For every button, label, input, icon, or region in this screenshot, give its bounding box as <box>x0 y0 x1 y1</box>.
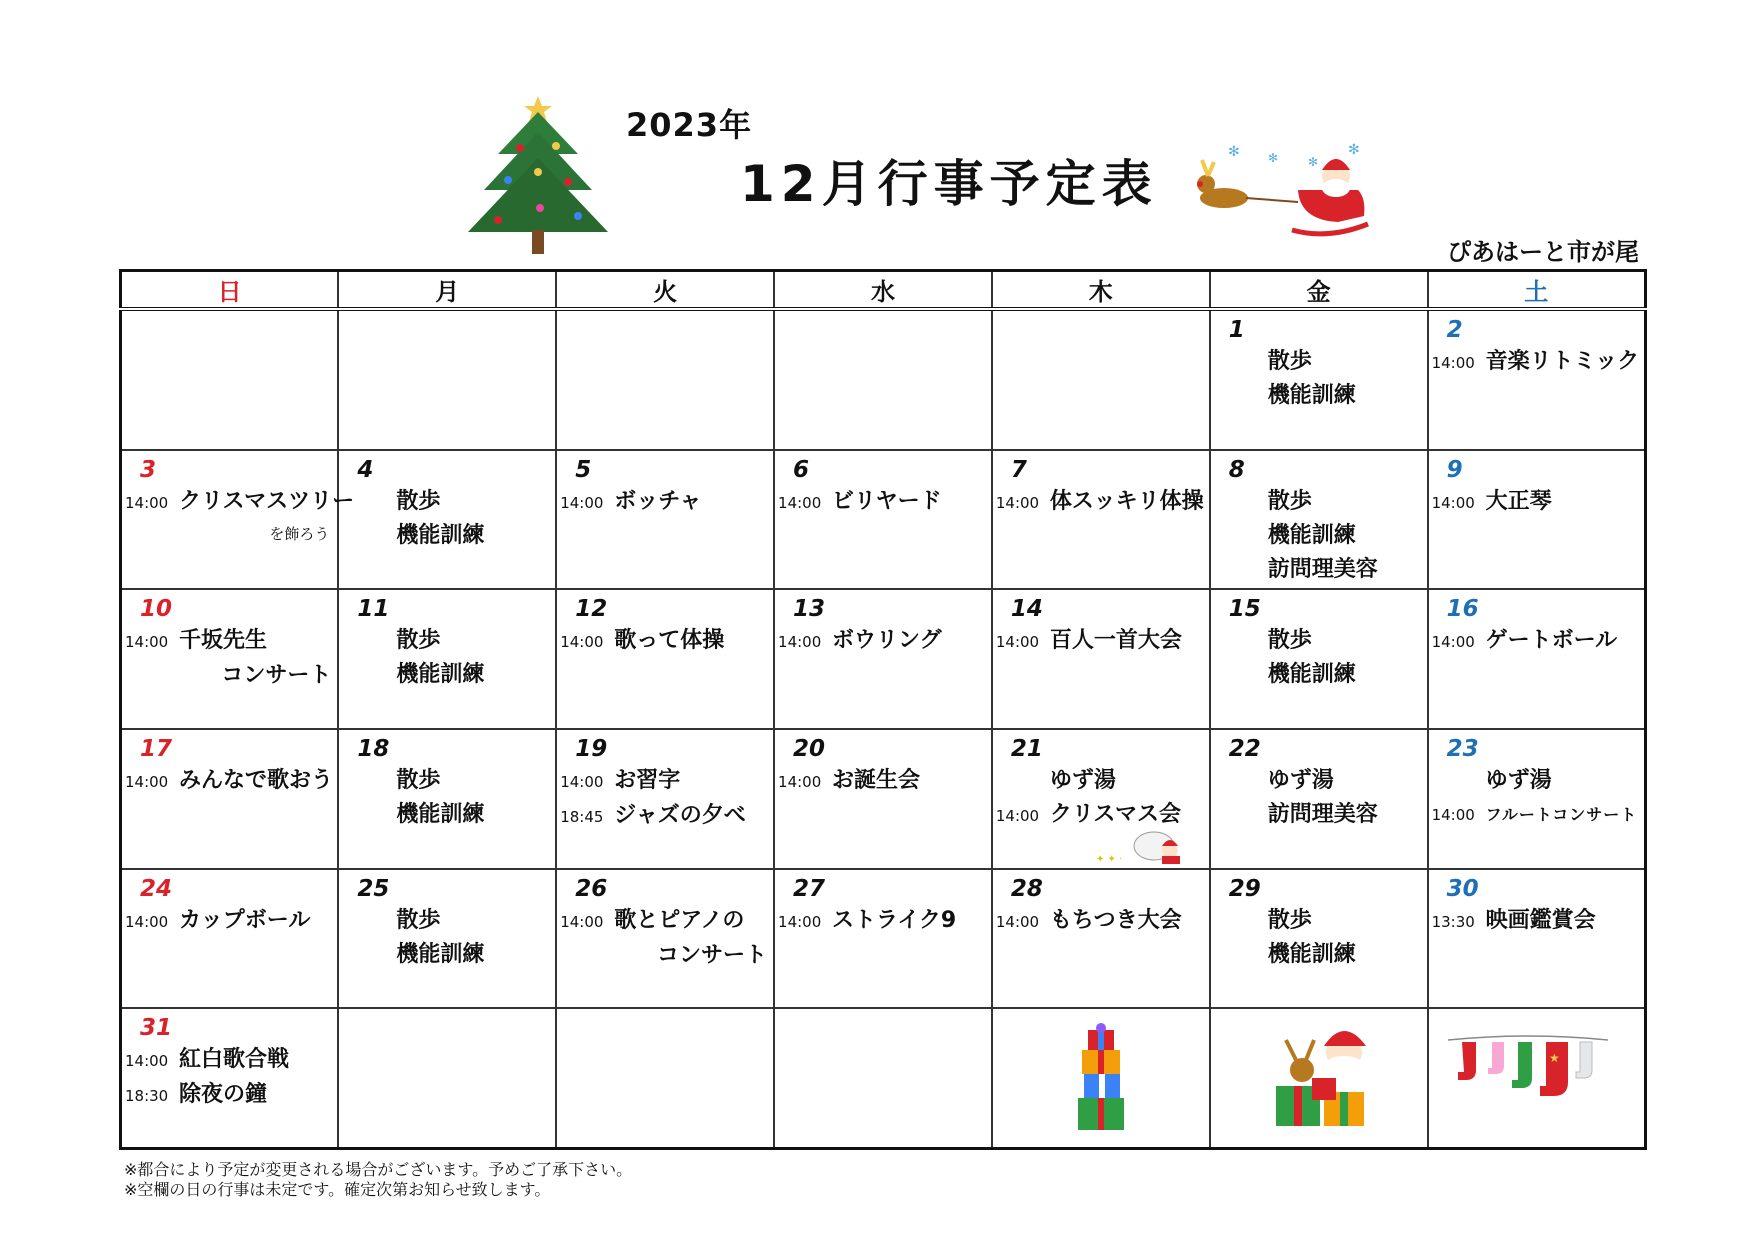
day-number: 7 <box>1010 456 1027 483</box>
day-cell <box>121 1008 339 1148</box>
event-time: 14:00 <box>1431 805 1475 824</box>
event-row <box>1429 345 1644 380</box>
event-row <box>122 764 337 799</box>
weekday-header: 金 <box>1210 271 1428 310</box>
event-row <box>339 764 555 798</box>
event-row <box>775 764 991 799</box>
event-row <box>122 904 337 939</box>
weekday-header: 火 <box>556 271 774 310</box>
day-cell <box>338 589 556 729</box>
event-time: 13:30 <box>1431 912 1475 931</box>
event-row <box>993 904 1209 939</box>
weekday-header: 水 <box>774 271 992 310</box>
day-number: 20 <box>793 735 826 762</box>
event-row <box>1211 624 1427 658</box>
week-row <box>121 589 1646 729</box>
event-time: 14:00 <box>778 493 822 512</box>
event-name: ボッチャ <box>614 488 702 514</box>
weekday-header: 木 <box>992 271 1210 310</box>
day-cell <box>774 869 992 1009</box>
day-cell <box>1428 450 1646 590</box>
event-row <box>557 904 773 939</box>
day-cell <box>121 869 339 1009</box>
event-time: 14:00 <box>560 633 604 652</box>
event-row <box>1211 938 1427 972</box>
day-number: 5 <box>575 456 592 483</box>
event-name: フルートコンサート <box>1485 804 1638 824</box>
christmas-tree-icon <box>458 92 618 256</box>
event-row <box>557 485 773 520</box>
day-cell <box>556 869 774 1009</box>
event-time: 14:00 <box>1431 633 1475 652</box>
day-cell <box>1428 589 1646 729</box>
day-number: 19 <box>575 735 608 762</box>
event-time: 14:00 <box>995 912 1040 931</box>
day-number: 26 <box>575 875 608 902</box>
day-cell <box>1210 729 1428 869</box>
event-row <box>775 485 991 520</box>
empty-day-cell <box>556 309 774 450</box>
event-name: 散歩 <box>1267 628 1312 654</box>
event-time: 14:00 <box>1431 354 1475 372</box>
event-time: 14:00 <box>778 772 822 791</box>
day-number: 21 <box>1010 735 1043 762</box>
santa-reindeer-gifts-icon <box>1272 1022 1376 1132</box>
event-name: ビリヤード <box>832 488 942 514</box>
empty-day-cell <box>338 309 556 450</box>
event-name: 歌って体操 <box>614 628 725 654</box>
event-name: 散歩 <box>1267 349 1312 374</box>
event-time: 14:00 <box>125 912 169 931</box>
event-row <box>775 904 991 939</box>
event-row <box>339 904 555 938</box>
event-row <box>122 1078 337 1113</box>
event-row <box>339 485 555 519</box>
day-number: 23 <box>1446 735 1479 762</box>
svg-text:✦ ✦ ·: ✦ ✦ · <box>1096 854 1123 865</box>
week-row <box>121 450 1646 590</box>
event-name: 機能訓練 <box>1267 941 1356 967</box>
day-cell <box>121 729 339 869</box>
event-row <box>1429 764 1644 798</box>
day-cell <box>992 450 1210 590</box>
weekday-header: 土 <box>1428 271 1646 310</box>
event-name: クリスマスツリー <box>179 488 355 514</box>
event-time: 14:00 <box>125 772 169 791</box>
event-name-continued: コンサート <box>657 942 768 968</box>
event-row <box>339 798 555 832</box>
empty-day-cell <box>556 1008 774 1148</box>
event-row <box>1429 485 1644 520</box>
santa-sleigh-icon <box>1188 140 1378 244</box>
day-number: 14 <box>1010 596 1043 623</box>
year-label: 2023年 <box>626 106 753 144</box>
day-cell <box>1210 589 1428 729</box>
gift-stack-icon <box>1074 1022 1128 1132</box>
stockings-icon <box>1448 1034 1608 1104</box>
event-name: ボウリング <box>832 628 942 654</box>
svg-text:★: ★ <box>1549 1051 1560 1065</box>
day-number: 29 <box>1228 875 1261 902</box>
event-name: 散歩 <box>396 488 441 514</box>
event-name: クリスマス会 <box>1049 801 1181 827</box>
event-name: 機能訓練 <box>396 662 485 688</box>
svg-text:✻: ✻ <box>1308 155 1319 169</box>
week-row <box>121 869 1646 1009</box>
day-number: 24 <box>140 875 173 902</box>
event-name: 散歩 <box>1267 488 1312 514</box>
event-row <box>339 658 555 692</box>
event-time: 14:00 <box>995 633 1040 652</box>
week-row <box>121 1008 1646 1148</box>
day-number: 2 <box>1446 317 1463 343</box>
event-row <box>339 519 555 553</box>
day-number: 11 <box>357 596 390 623</box>
day-number: 16 <box>1446 596 1479 623</box>
day-number: 25 <box>357 875 390 902</box>
event-time: 14:00 <box>125 493 169 512</box>
event-row <box>1211 485 1427 519</box>
day-number: 27 <box>793 875 826 902</box>
event-row <box>122 1043 337 1078</box>
event-row <box>1211 764 1427 798</box>
day-number: 10 <box>140 596 173 623</box>
event-name: カップボール <box>179 907 311 933</box>
event-row <box>557 764 773 799</box>
day-cell <box>121 589 339 729</box>
note-1: ※都合により予定が変更される場合がございます。予めご了承下さい。 <box>124 1160 633 1179</box>
facility-name: ぴあはーと市が尾 <box>1447 238 1639 266</box>
event-name: 散歩 <box>396 907 441 933</box>
event-row <box>339 938 555 972</box>
event-row <box>1211 904 1427 938</box>
day-cell <box>338 729 556 869</box>
day-number: 28 <box>1010 875 1043 902</box>
event-row <box>339 624 555 658</box>
event-name: お習字 <box>614 767 681 793</box>
event-row <box>1429 624 1644 659</box>
event-name: 訪問理美容 <box>1267 556 1378 582</box>
day-number: 17 <box>140 735 173 762</box>
event-name: 機能訓練 <box>396 941 485 967</box>
event-row <box>122 624 337 659</box>
event-time: 18:30 <box>125 1087 169 1106</box>
day-cell <box>992 869 1210 1009</box>
empty-day-cell <box>121 309 339 450</box>
event-row <box>775 624 991 659</box>
empty-day-cell <box>774 1008 992 1148</box>
event-name: 散歩 <box>1267 907 1312 933</box>
event-name: ストライク9 <box>832 907 957 933</box>
note-2: ※空欄の日の行事は未定です。確定次第お知らせ致します。 <box>124 1180 551 1199</box>
event-time: 14:00 <box>125 633 169 652</box>
event-name: 散歩 <box>396 767 441 793</box>
day-number: 13 <box>793 596 826 623</box>
day-cell <box>774 729 992 869</box>
event-row <box>557 624 773 659</box>
day-cell <box>1210 450 1428 590</box>
week-row <box>121 309 1646 450</box>
event-row <box>557 799 773 834</box>
event-name: ゆず湯 <box>1049 767 1116 793</box>
event-row <box>1211 379 1427 413</box>
event-time: 14:00 <box>778 633 822 652</box>
day-number: 9 <box>1446 456 1463 483</box>
weekday-header-row <box>121 271 1646 310</box>
event-time: 14:00 <box>995 493 1040 512</box>
day-number: 3 <box>140 456 157 483</box>
calendar-body <box>121 309 1646 1149</box>
day-cell <box>556 589 774 729</box>
event-name-continued: コンサート <box>221 663 332 689</box>
event-time: 14:00 <box>560 493 604 512</box>
event-row <box>122 485 355 520</box>
weekday-header: 日 <box>121 271 339 310</box>
day-cell <box>338 450 556 590</box>
event-row <box>1211 519 1427 553</box>
event-name: 機能訓練 <box>1267 662 1356 688</box>
event-name: 音楽リトミック <box>1485 349 1640 374</box>
event-name: もちつき大会 <box>1049 907 1182 933</box>
event-name: ゆず湯 <box>1267 767 1334 793</box>
event-time: 14:00 <box>560 772 604 791</box>
day-number: 18 <box>357 735 390 762</box>
event-row <box>993 485 1209 520</box>
day-cell <box>1428 309 1646 450</box>
event-time: 14:00 <box>560 912 604 931</box>
event-name: 百人一首大会 <box>1049 628 1182 654</box>
event-row <box>1211 658 1427 692</box>
empty-day-cell <box>992 309 1210 450</box>
day-cell <box>121 450 355 590</box>
event-row <box>1429 904 1644 939</box>
day-cell <box>1428 729 1646 869</box>
event-name: 散歩 <box>396 628 441 654</box>
day-cell <box>774 450 992 590</box>
event-name: 千坂先生 <box>179 628 268 654</box>
day-number: 6 <box>793 456 810 483</box>
event-name: 大正琴 <box>1485 488 1552 514</box>
event-name: ゲートボール <box>1485 628 1618 654</box>
day-number: 12 <box>575 596 608 623</box>
svg-text:✻: ✻ <box>1268 151 1279 165</box>
day-cell <box>556 729 774 869</box>
event-name: お誕生会 <box>832 767 921 793</box>
notes <box>124 1160 632 1200</box>
empty-day-cell <box>774 309 992 450</box>
weekday-header: 月 <box>338 271 556 310</box>
day-cell <box>556 450 774 590</box>
event-name: 機能訓練 <box>1267 383 1356 408</box>
event-name: 紅白歌合戦 <box>179 1047 290 1073</box>
day-number: 8 <box>1228 456 1245 483</box>
page-title: 12月行事予定表 <box>740 155 1158 213</box>
event-name: 映画鑑賞会 <box>1485 907 1596 933</box>
day-number: 22 <box>1228 735 1261 762</box>
svg-text:✻: ✻ <box>1348 142 1360 158</box>
event-name-continued: を飾ろう <box>269 524 330 543</box>
event-name: みんなで歌おう <box>179 767 334 793</box>
week-row <box>121 729 1646 869</box>
event-name: 体スッキリ体操 <box>1049 488 1204 514</box>
day-cell <box>338 869 556 1009</box>
event-name: 歌とピアノの <box>614 907 745 933</box>
event-time: 14:00 <box>1431 493 1475 512</box>
event-name: 除夜の鐘 <box>179 1082 268 1108</box>
day-number: 15 <box>1228 596 1261 623</box>
event-name: 訪問理美容 <box>1267 801 1378 827</box>
event-row <box>1211 345 1427 379</box>
event-time: 14:00 <box>995 806 1040 825</box>
empty-day-cell <box>338 1008 556 1148</box>
event-row <box>993 764 1209 798</box>
day-cell <box>992 589 1210 729</box>
event-row <box>1211 798 1427 832</box>
event-time: 14:00 <box>778 912 822 931</box>
event-row <box>1429 798 1644 832</box>
day-cell <box>774 589 992 729</box>
santa-small-icon <box>1096 824 1188 866</box>
day-number: 4 <box>357 456 374 483</box>
event-row <box>1211 553 1427 587</box>
day-cell <box>1210 309 1428 450</box>
event-time: 14:00 <box>125 1052 169 1071</box>
day-cell <box>1210 869 1428 1009</box>
event-name: ゆず湯 <box>1485 767 1552 793</box>
event-name: 機能訓練 <box>396 801 485 827</box>
event-time: 18:45 <box>560 807 604 826</box>
day-number: 31 <box>140 1015 173 1042</box>
event-name: 機能訓練 <box>1267 522 1356 548</box>
svg-text:✻: ✻ <box>1228 144 1240 160</box>
event-row <box>993 624 1209 659</box>
calendar-table <box>119 269 1647 1150</box>
day-cell <box>1428 869 1646 1009</box>
event-name: 機能訓練 <box>396 522 485 548</box>
day-number: 30 <box>1446 875 1479 902</box>
day-number: 1 <box>1228 317 1245 343</box>
event-name: ジャズの夕べ <box>614 802 746 828</box>
